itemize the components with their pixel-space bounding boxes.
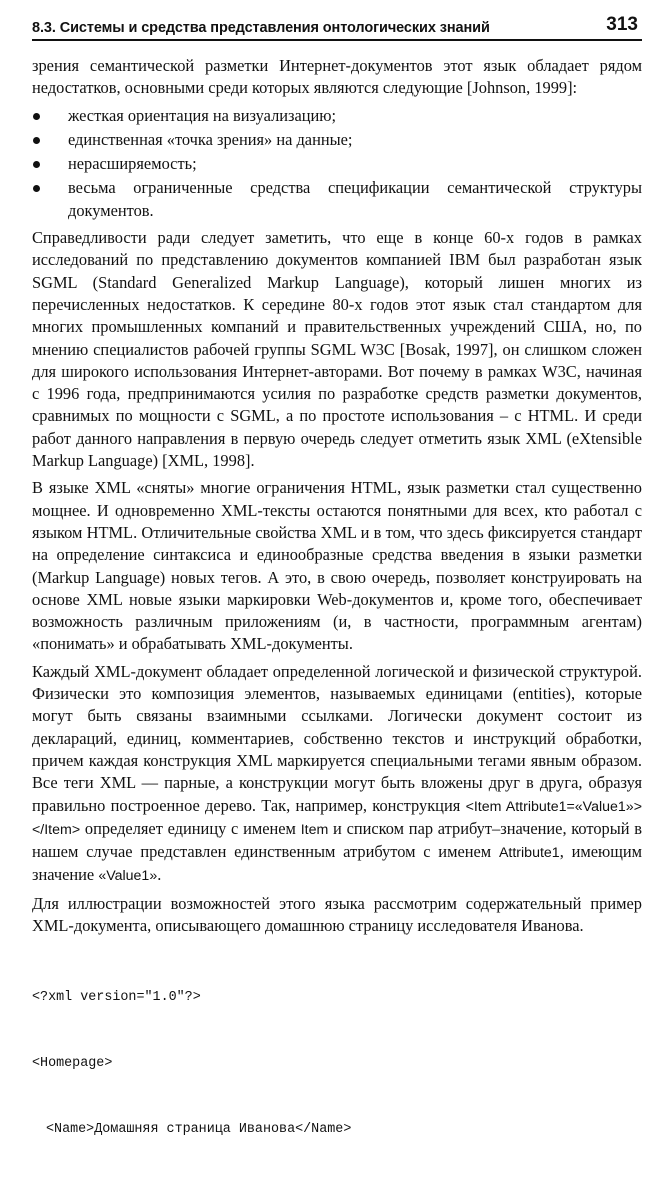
list-item-text: жесткая ориентация на визуализацию; [68,105,337,125]
sgml-paragraph: Справедливости ради следует заметить, что еще в конце 60-х годов в рамках исследований по представлению документов компанией IBM был разработан язык SGML (Standard Generalized Markup Language), который лишен многих из перечисленных недостатков. К середине 80-х годов этот язык стал стандартом для многих промышленных компаний и правительственных учреждений США, но, по мнению специалистов рабочей группы SGML W3C [Bosak, 1997], он слишком сложен для широкого использования Интернет-авторами. Вот почему в рамках W3C, начиная с 1996 года, предпринимаются усилия по разработке средств разметки документов, сравнимых по мощности с SGML, а по простоте использования – с HTML. И среди работ данного направления в первую очередь следует отметить язык XML (eXtensible Markup Language) [XML, 1998]. [32,228,642,471]
list-item-text: нерасширяемость; [68,154,197,174]
book-page [32,14,642,1185]
paragraph-text: определяет единицу с именем [84,818,296,838]
list-item [32,129,642,151]
paragraph-text: , имеющим значение [32,842,643,885]
code-line: <Homepage> [32,1056,113,1072]
bullet-icon [33,113,40,120]
code-line: <?xml version="1.0"?> [32,990,201,1006]
paragraph-text: . [157,865,162,885]
paragraph-text: Каждый XML-документ обладает определенной логической и физической структурой. Физически это композиция элементов, называемых единицами (entities), которые могут быть связаны взаимными ссылками. Логически документ состоит из деклараций, единиц, комментариев, собственно текстов и инструкций обработки, причем каждая конструкция XML маркируется специальными тегами явным образом. Все теги XML — парные, а конструкции могут быть вложены друг в друга, образуя правильно построенное дерево. Так, например, конструкция [32,661,642,815]
example-paragraph: Для иллюстрации возможностей этого языка рассмотрим содержательный пример XML-документа, описывающего домашнюю страницу исследователя Иванова. [32,893,642,935]
bullet-icon [33,161,40,168]
page-number: 313 [606,14,638,35]
code-line: <Name>Домашняя страница Иванова</Name> [46,1122,352,1138]
page-body [32,55,642,1185]
intro-paragraph: зрения семантической разметки Интернет-документов этот язык обладает рядом недостатков, основными среди которых являются следующие [Johnson, 1999]: [32,56,642,98]
paragraph-text: и списком пар атрибут–значение, который в нашем случае представлен единственным атрибутом с именем [32,818,643,862]
list-item [32,153,642,175]
inline-code: Attribute1 [498,845,560,862]
code-listing [32,943,642,1185]
inline-code: Item [300,821,329,838]
list-item [32,177,642,222]
drawbacks-list [32,105,642,222]
bullet-icon [33,137,40,144]
running-header [32,14,642,41]
bullet-icon [33,185,40,192]
list-item-text: весьма ограниченные средства спецификации семантической структуры документов. [68,178,642,220]
section-title: 8.3. Системы и средства представления онтологических знаний [32,20,490,36]
list-item [32,105,642,127]
inline-code: <Item Attribute1=«Value1»> </Item> [32,798,642,838]
xml-paragraph: В языке XML «сняты» многие ограничения HTML, язык разметки стал существенно мощнее. И одновременно XML-тексты остаются понятными для всех, кто работал с языком HTML. Отличительные свойства XML и в том, что здесь фиксируется стандарт на определение синтаксиса и единообразные средства введения в языки разметки (Markup Language) новых тегов. А это, в свою очередь, позволяет конструировать на основе XML новые языки маркировки Web-документов и, кроме того, обеспечивает возможность различным приложениям (и, в частности, программным агентам) «понимать» и обрабатывать XML-документы. [32,478,642,654]
xml-document-paragraph [32,661,642,888]
list-item-text: единственная «точка зрения» на данные; [68,129,353,149]
inline-code: «Value1» [98,868,158,885]
